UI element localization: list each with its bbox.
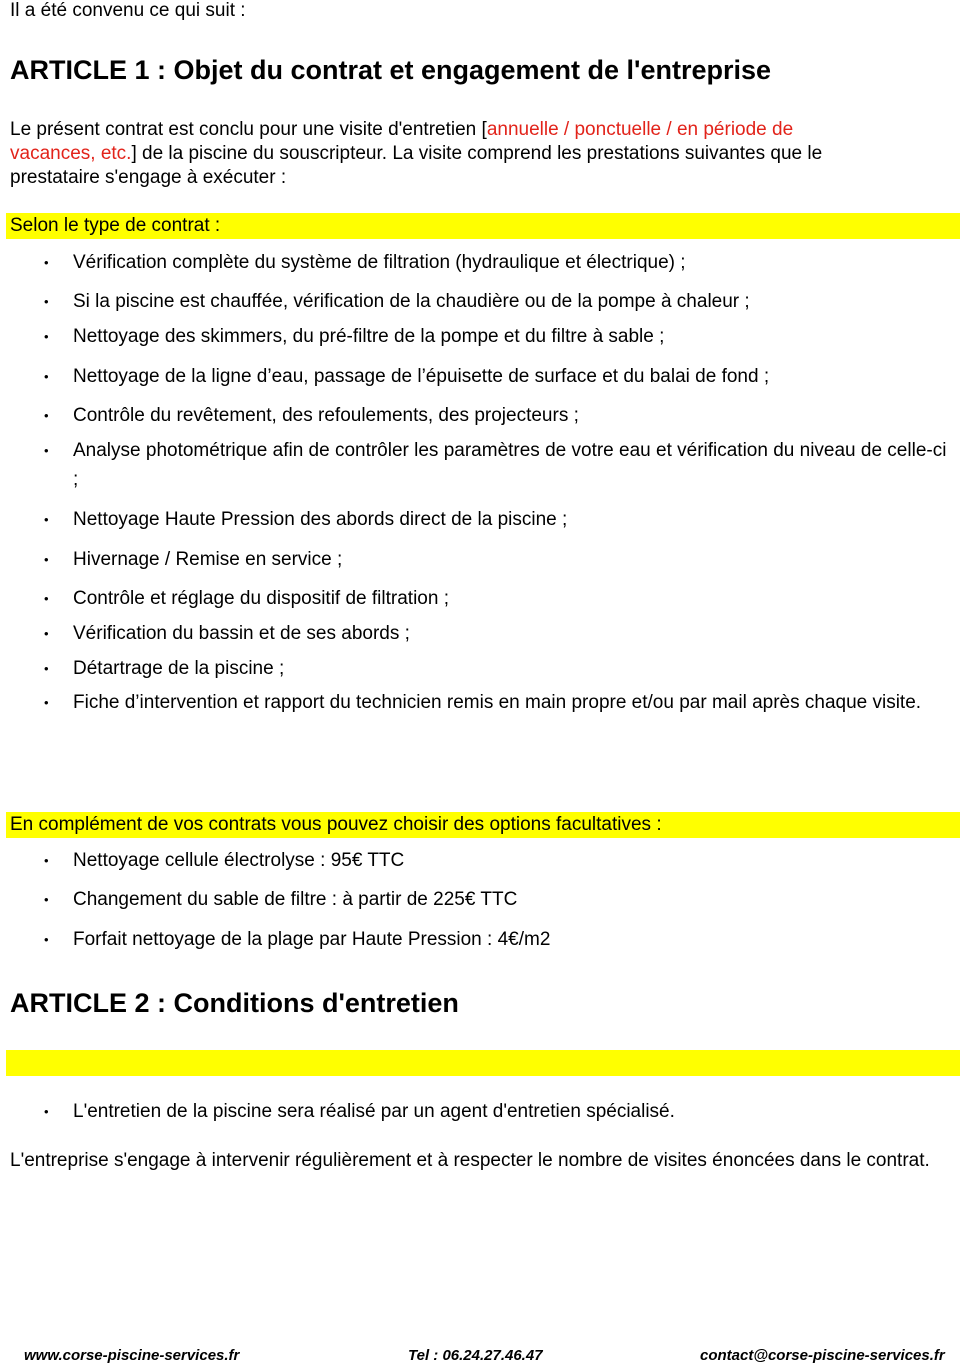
bullet-icon: • bbox=[44, 932, 49, 947]
para-prefix: Le présent contrat est conclu pour une visite d'entretien [ bbox=[10, 119, 487, 140]
article1-paragraph bbox=[10, 118, 954, 190]
bullet-icon: • bbox=[44, 853, 49, 868]
bullet-icon: • bbox=[44, 294, 49, 309]
bullet-icon: • bbox=[44, 512, 49, 527]
bullet-icon: • bbox=[44, 443, 49, 458]
article1-title: ARTICLE 1 : Objet du contrat et engagement de l'entreprise bbox=[10, 55, 772, 85]
bullet-icon: • bbox=[44, 369, 49, 384]
para-line3: prestataire s'engage à exécuter : bbox=[10, 167, 287, 188]
bullet-icon: • bbox=[44, 626, 49, 641]
contract-type-label: Selon le type de contrat : bbox=[10, 215, 221, 236]
contract-type-banner bbox=[6, 213, 960, 239]
article2-title: ARTICLE 2 : Conditions d'entretien bbox=[10, 988, 459, 1018]
bullet-icon: • bbox=[44, 1104, 49, 1119]
bullet-icon: • bbox=[44, 255, 49, 270]
options-label: En complément de vos contrats vous pouvez choisir des options facultatives : bbox=[10, 814, 662, 835]
bullet-icon: • bbox=[44, 329, 49, 344]
bullet-icon: • bbox=[44, 552, 49, 567]
bullet-icon: • bbox=[44, 591, 49, 606]
para-suffix: ] de la piscine du souscripteur. La visite comprend les prestations suivantes que le bbox=[131, 143, 823, 164]
bullet-icon: • bbox=[44, 661, 49, 676]
intro-text: Il a été convenu ce qui suit : bbox=[10, 0, 246, 21]
article2-banner bbox=[6, 1050, 960, 1076]
bullet-icon: • bbox=[44, 695, 49, 710]
footer-phone: Tel : 06.24.27.46.47 bbox=[408, 1347, 543, 1364]
options-banner bbox=[6, 812, 960, 838]
article2-paragraph: L'entreprise s'engage à intervenir régulièrement et à respecter le nombre de visites énoncées dans le contrat. bbox=[10, 1150, 930, 1171]
footer-email: contact@corse-piscine-services.fr bbox=[700, 1347, 945, 1364]
bullet-icon: • bbox=[44, 892, 49, 907]
visit-options-1: annuelle / ponctuelle / en période de bbox=[486, 119, 794, 140]
footer-website: www.corse-piscine-services.fr bbox=[24, 1347, 240, 1364]
bullet-icon: • bbox=[44, 408, 49, 423]
visit-options-2: vacances, etc. bbox=[10, 143, 132, 164]
